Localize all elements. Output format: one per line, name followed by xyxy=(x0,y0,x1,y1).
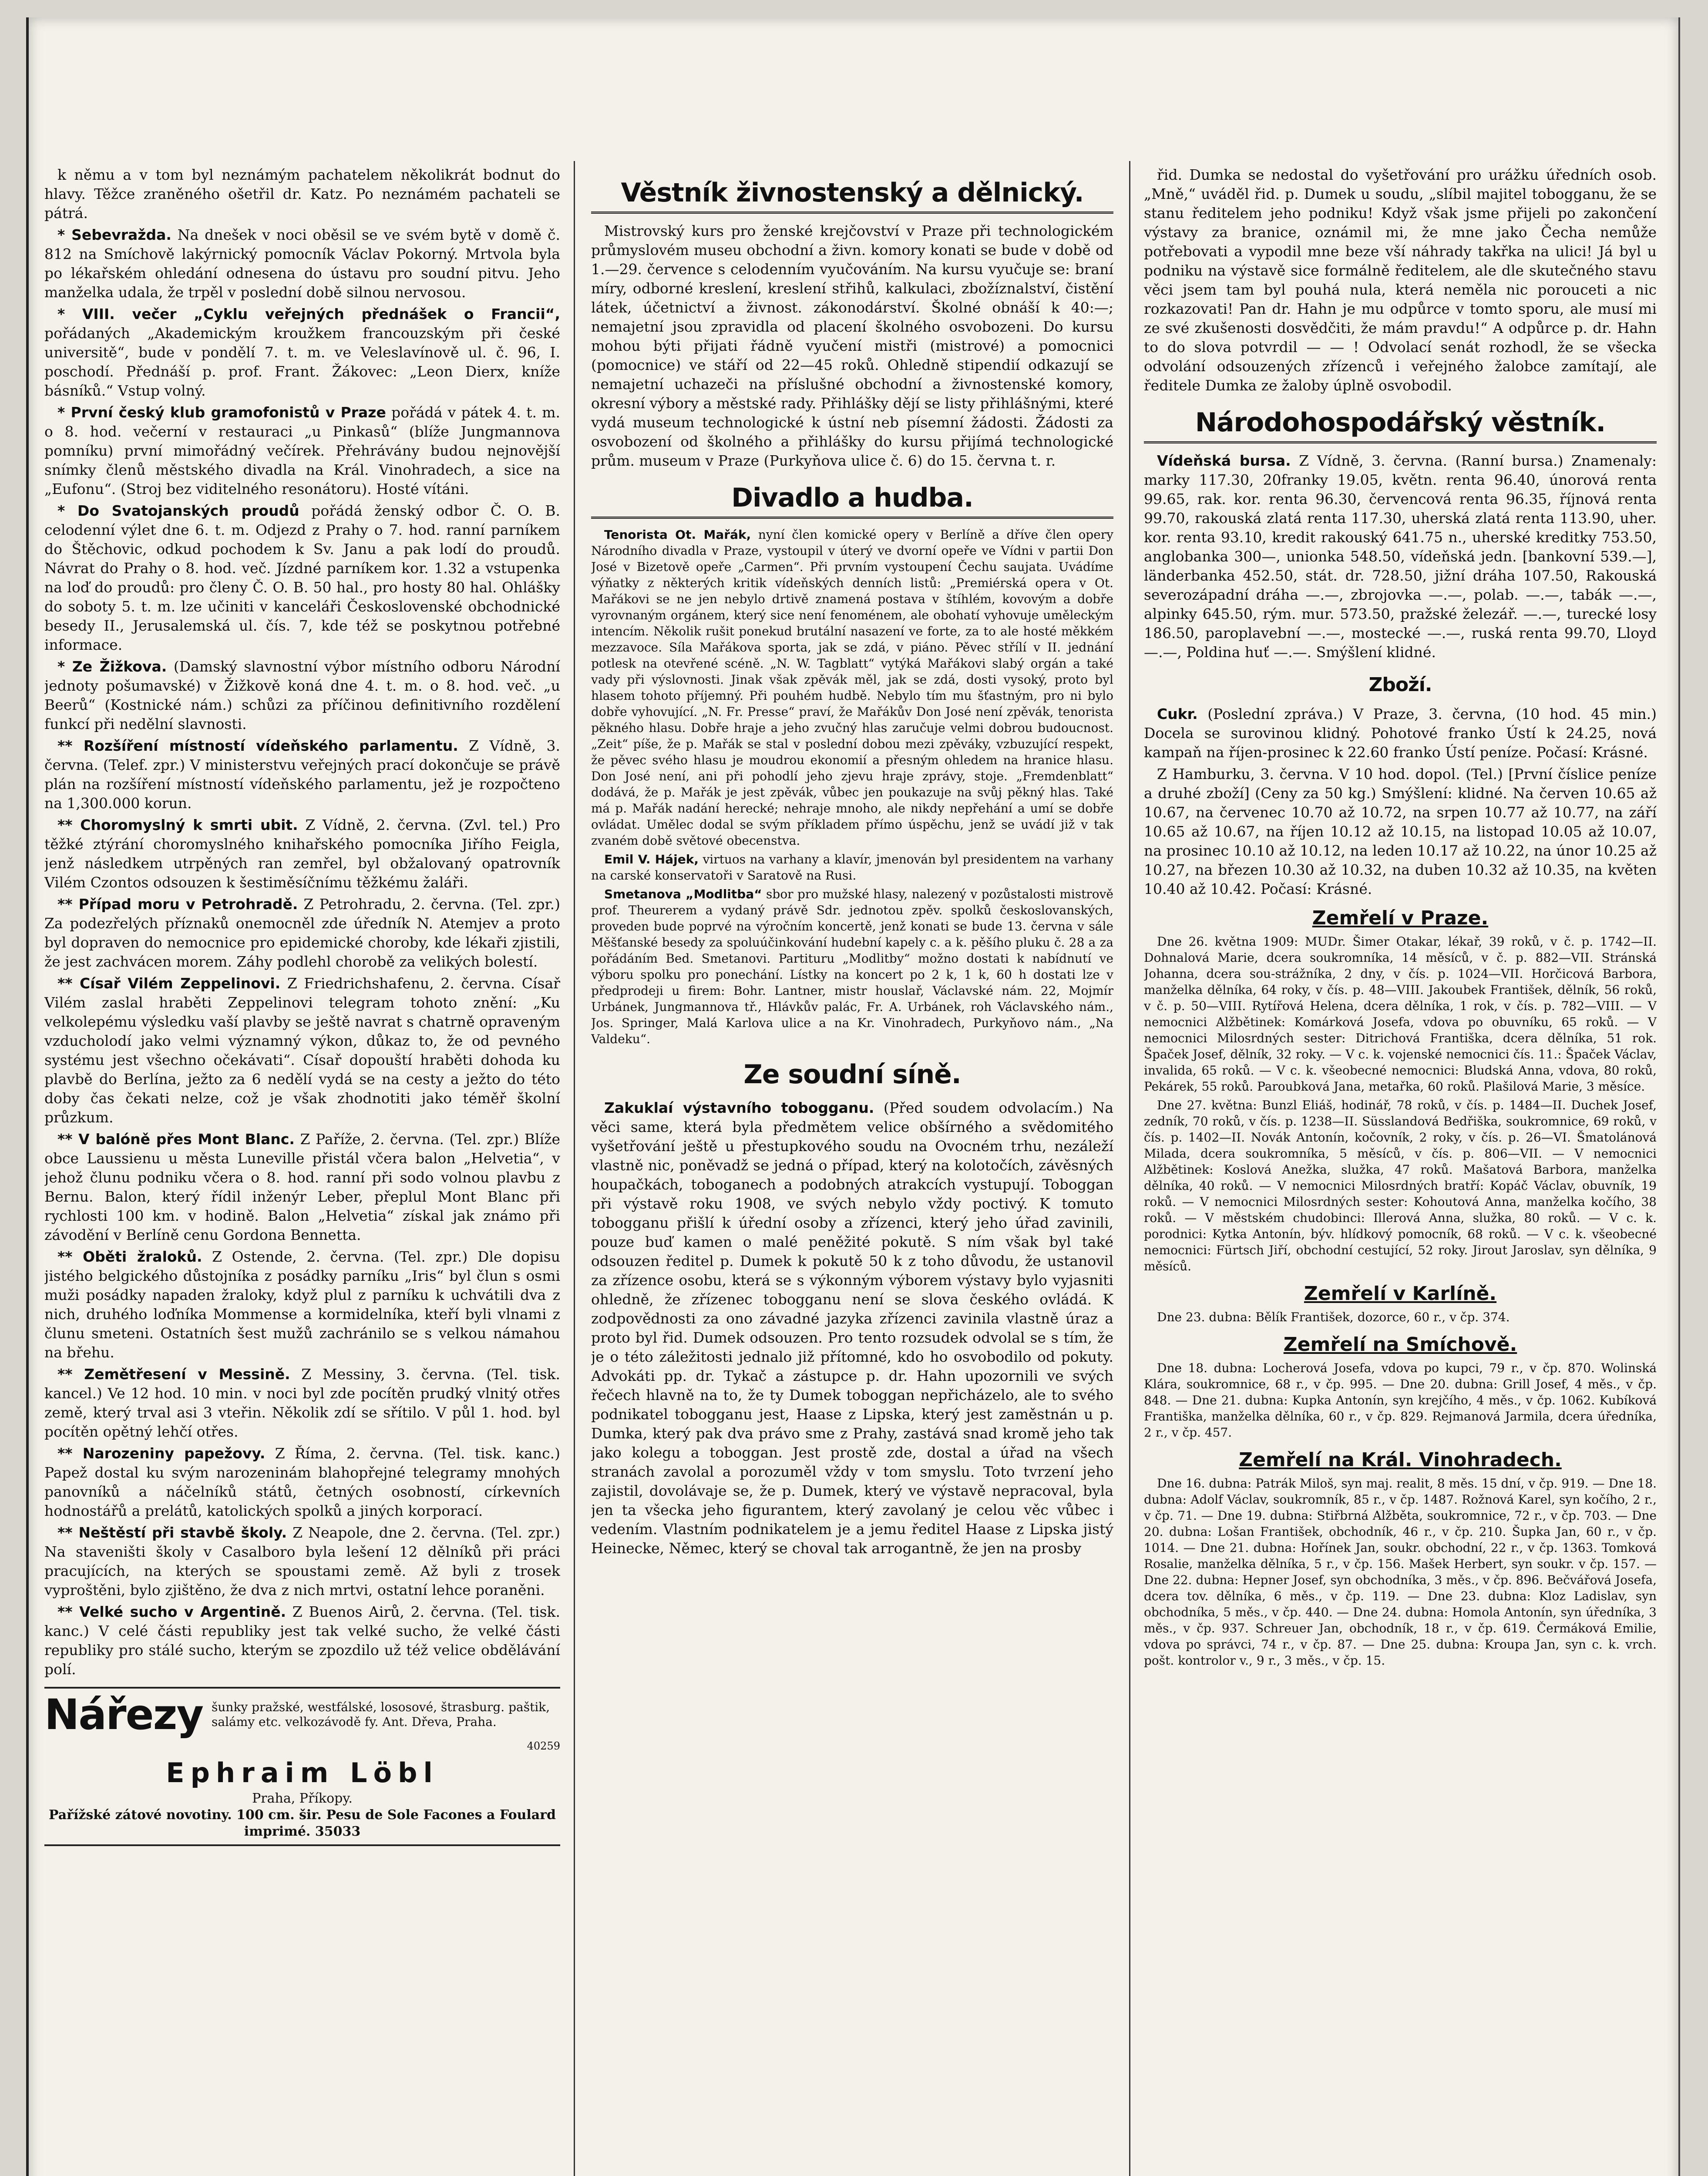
article-paragraph: ** Císař Vilém Zeppelinovi. Z Friedrichshafenu, 2. června. Císař Vilém zaslal hraběti Zeppelinovi telegram tohoto znění: „Ku velkolepému výsledku vaší plavby se ještě navrat s chatrně opraveným vzducholodí jako velmi významný výkon, důkaz to, že od pevného systému jest všechno očekávati“. Císař dopouští hraběti dohoda ku plavbě do Berlína, ježto za 6 nedělí vydá se na cesty a ježto do této doby čas čekati nelze, což je však zhodnotiti jako téměř školní průzkum. xyxy=(44,975,560,1126)
obituary-paragraph: Dne 26. května 1909: MUDr. Šimer Otakar, lékař, 39 roků, v č. p. 1742—II. Dohnalová Marie, dcera soukromníka, 14 měsíců, v č. p. 882—VII. Stránská Johanna, dcera sou-strážníka, 2 dny, v čís. p. 1024—VII. Horčicová Barbora, manželka dělníka, 64 roky, v čís. p. 48—VIII. Jakoubek František, dělník, 56 roků, v č. p. 50—VIII. Rytířová Helena, dcera dělníka, 1 rok, v čís. p. 782—VIII. — V nemocnici Alžbětinek: Komárková Josefa, vdova po obuvníku, 65 roků. — V nemocnici Milosrdných sester: Ditrichová Františka, dcera dělníka, 51 rok. Špaček Josef, dělník, 32 roky. — V c. k. vojenské nemocnici čís. 11.: Špaček Václav, invalida, 65 roků. — V c. k. všeobecné nemocnici: Bludská Anna, vdova, 80 roků, Pekárek, 55 roků. Paroubková Jana, metařka, 60 roků. Plašilová Marie, 3 měsíce. xyxy=(1144,934,1657,1094)
article-paragraph: * Ze Žižkova. (Damský slavnostní výbor místního odboru Národní jednoty pošumavské) v Žižkově koná dne 4. t. m. o 8. hod. več. „u Beerů“ (Kostnické nám.) schůzi za příčinou definitivního rozdělení funkcí při nedělní slavnosti. xyxy=(44,658,560,732)
column-rule xyxy=(574,161,575,2176)
obituary-heading: Zemřelí na Smíchově. xyxy=(1283,1333,1517,1356)
article-paragraph: * Do Svatojanských proudů pořádá ženský odbor Č. O. B. celodenní výlet dne 6. t. m. Odjezd z Prahy o 7. hod. ranní parníkem do Štěchovic, odkud pochodem k Sv. Janu a pak lodí do proudů. Návrat do Prahy o 8. hod. več. Jízdné parníkem kor. 1.32 a vstupenka na loď do proudů: pro členy Č. O. B. 50 hal., pro hosty 80 hal. Ohlášky do soboty 5. t. m. lze učiniti v kanceláři Československé obchodnické besedy II., Jerusalemská ul. čís. 7, kde též se poskytnou potřebné informace. xyxy=(44,502,560,653)
article-paragraph: řid. Dumka se nedostal do vyšetřování pro urážku úředních osob. „Mně,“ uváděl řid. p. Dumek u soudu, „slíbil majitel tobogganu, že se stanu ředitelem jeho podniku! Když však jsme přijeli po zakončení výstavy za branice, oznámil mi, že mne jako Čecha nemůže potřebovati a vypodil mne beze vší náhrady takřka na ulici! Já byl u podniku na výstavě sice formálně ředitelem, ale dle skutečného stavu věci jsem tam byl pouhá nula, která neměla nic porouceti a nic rozkazovati! Pan dr. Hahn je mu odpůrce v tomto sporu, ale musí mi ze své zkušenosti dosvědčiti, že mám pravdu!“ A odpůrce p. dr. Hahn to do slova potvrdil — — ! Odvolací senát rozhodl, že se všecka odvolání odsouzených zřízenců i veřejného žalobce zamítají, ale ředitele Dumka ze žaloby úplně osvobodil. xyxy=(1144,166,1657,394)
obituary-paragraph: Dne 23. dubna: Bělík František, dozorce, 60 r., v čp. 374. xyxy=(1157,1310,1510,1324)
section-heading: Národohospodářský věstník. xyxy=(1144,406,1657,443)
obituary-heading: Zemřelí na Král. Vinohradech. xyxy=(1239,1449,1562,1471)
ad-header-row xyxy=(44,1690,560,1739)
article-paragraph: Z Hamburku, 3. června. V 10 hod. dopol. (Tel.) [První číslice peníze a druhé zboží] (Ceny za 50 kg.) Smýšlení: klidné. Na červen 10.65 až 10.67, na červenec 10.70 až 10.72, na srpen 10.77 až 10.77, na září 10.65 až 10.67, na říjen 10.12 až 10.15, na listopad 10.05 až 10.07, na prosinec 10.10 až 10.12, na leden 10.17 až 10.22, na únor 10.25 až 10.27, na březen 10.30 až 10.32, na duben 10.32 až 10.35, na květen 10.40 až 10.42. Počasí: Krásné. xyxy=(1144,766,1657,897)
ad-number: 40259 xyxy=(527,1740,560,1752)
article-paragraph: ** Velké sucho v Argentině. Z Buenos Airů, 2. června. (Tel. tisk. kanc.) V celé části republiky jest tak velké sucho, že velké části republiky pro stálé sucho, kterým se zpozdilo už též velice obdělávání polí. xyxy=(44,1603,560,1678)
column-middle xyxy=(591,165,1113,2176)
article-paragraph: ** Oběti žraloků. Z Ostende, 2. června. (Tel. zpr.) Dle dopisu jistého belgického důstojníka z posádky parníku „Iris“ byl člun s osmi muži posádky napaden žraloky, když plul z parníku k uchvátili dva z nich, druhého loďníka Mommense a kormidelníka, kteří byli vlnami z člunu smeteni. Ostatních šest mužů zachránilo se s velkou námahou na břehu. xyxy=(44,1248,560,1361)
section-heading: Zboží. xyxy=(1368,674,1432,696)
section-heading: Věstník živnostenský a dělnický. xyxy=(591,177,1113,214)
article-paragraph: * Sebevražda. Na dnešek v noci oběsil se ve svém bytě v domě č. 812 na Smíchově lakýrnický pomocník Václav Pokorný. Mrtvola byla po lékařském ohledání odnesena do ústavu pro soudní pitvu. Jeho manželka udala, že trpěl v poslední době silnou nervosou. xyxy=(44,226,560,301)
ad-location: Praha, Příkopy. xyxy=(252,1791,353,1806)
newspaper-page xyxy=(26,17,1680,2176)
obituary-heading: Zemřelí v Karlíně. xyxy=(1304,1283,1497,1305)
article-paragraph: Vídeňská bursa. Z Vídně, 3. června. (Ranní bursa.) Znamenaly: marky 117.30, 20franky 19.05, květn. renta 96.40, únorová renta 99.65, rak. kor. renta 96.30, červencová renta 96.35, říjnová renta 99.70, rakouská zlatá renta 117.30, uherská zlatá renta 113.90, uher. kor. renta 93.10, kredit rakouský 641.75 n., uherské kreditky 753.50, anglobanka 300—, unionka 548.50, vídeňská jedn. [bankovní 539.—], länderbanka 452.50, stát. dr. 728.50, jižní dráha 107.50, Rakouská severozápadní dráha —.—, zbrojovka —.—, polab. —.—, tabák —.—, alpinky 645.50, rým. mur. 573.50, pražské železář. —.—, turecké losy 186.50, paroplavební —.—, mostecké —.—, ruská renta 99.70, Lloyd —.—, Poldina huť —.—. Smýšlení klidné. xyxy=(1144,452,1657,661)
obituary-heading: Zemřelí v Praze. xyxy=(1312,907,1489,929)
article-paragraph: Zakuklaí výstavního tobogganu. (Před soudem odvolacím.) Na věci same, která byla předmětem velice obšírného a svědomitého vyšetřování ještě u přestupkového soudu na Ovocném trhu, nezáleží vlastně nic, poněvadž se jedná o případ, který na kolotočích, závěsných houpačkách, toboganech a podobných atrakcích vystupují. Toboggan při výstavě roku 1908, ve svých nebylo vždy poctivý. K tomuto tobogganu přišlí k úřední osoby a zřízenci, který jeho úřad zavinili, pouze buď kamen o malé peněžité pokutě. S ním však byl také odsouzen ředitel p. Dumek k pokutě 50 k z toho důvodu, že ustanovil za zřízence osobu, která se s výkonným výborem výstavy bylo vyjasniti ohledně, že zřízenec tobogganu není se slova českého ovládá. K zodpovědnosti za ono závadné jazyka zřízenci zavinila vlastně úraz a proto byl řid. Dumek odsouzen. Pro tento rozsudek odvolal se s tím, že je o této záležitosti jednalo již přítomné, kdo ho osvobodilo od pokuty. Advokáti pp. dr. Tykač a zástupce p. dr. Hahn upozornili ve svých řečech hlavně na to, že ty Dumek toboggan nepřicházelo, ale to svého podnikatel tobogganu jest, Haase z Lipska, který jest zaměstnán u p. Dumka, který pak dva právo sme z Prahy, zastává snad kromě jeho tak jako kolegu a toboggan. Jest prostě zde, dostal a úřad na všech stranách zavolal a porozuměl vždy v tom smyslu. Toto tvrzení jeho zajistil, dovolávaje se, že p. Dumek, který ve výstavě nepracoval, byla jen ta všecka jeho figurantem, který zavolaný je celou věc vůbec i vedením. Vlastním podnikatelem je a jemu ředitel Haase z Lipska jistý Heinecke, Němec, který se choval tak arrogantně, že jen na prosby xyxy=(591,1099,1113,1557)
obituary-paragraph: Dne 16. dubna: Patrák Miloš, syn maj. realit, 8 měs. 15 dní, v čp. 919. — Dne 18. dubna: Adolf Václav, soukromník, 85 r., v čp. 1487. Rožnová Karel, syn kočího, 2 r., v čp. 71. — Dne 19. dubna: Stiřbrná Alžběta, soukromnice, 72 r., v čp. 703. — Dne 20. dubna: Lošan František, obchodník, 46 r., v čp. 210. Šupka Jan, 60 r., v čp. 1014. — Dne 21. dubna: Hořínek Jan, soukr. obchodní, 22 r., v čp. 1363. Tomková Rosalie, manželka dělníka, 5 r., v čp. 156. Mašek Herbert, syn soukr. v čp. 157. — Dne 22. dubna: Hepner Josef, syn obchodníka, 3 měs., v čp. 896. Bečvářová Josefa, dcera tov. dělníka, 6 měs., v čp. 119. — Dne 23. dubna: Kloz Ladislav, syn obchodníka, 5 měs., v čp. 440. — Dne 24. dubna: Homola Antonín, syn úředníka, 3 měs., v čp. 937. Schreuer Jan, obchodník, 18 r., v čp. 619. Čermáková Emilie, vdova po správci, 74 r., v čp. 87. — Dne 25. dubna: Kroupa Jan, syn c. k. vrch. pošt. kontrolor v., 9 r., 3 měs., v čp. 15. xyxy=(1144,1476,1657,1668)
ad-company-name: Ephraim Löbl xyxy=(166,1757,439,1789)
column-right xyxy=(1144,165,1657,2176)
article-paragraph: Tenorista Ot. Mařák, nyní člen komické opery v Berlíně a dříve člen opery Národního divadla v Praze, vystoupil v úterý ve dvorní opeře ve Vídni v partii Don José v Bizetově opeře „Carmen“. Při prvním vystoupení Čechu saujata. Uvádíme výňatky z některých kritik vídeňských denních listů: „Premiérská opera v Ot. Mařákovi se ne jen nebylo drtivě znamená postava v štíhlém, kovovým a dobře vyrovnaným orgánem, který sice není fenoménem, ale obohatí vyhovuje uměleckým intencím. Několik rušit ponekud brutální nasazení ve forte, za to ale hosté měkkém mezzavoce. Síla Mařákova sporta, jak se zdá, v piáno. Pěvec střílí v II. jednání potlesk na otevřené scéně. „N. W. Tagblatt“ vytýká Mařákovi slabý orgán a také vady při výslovnosti. Jinak však zpěvák měl, jak se zdá, dosti vysoký, proto byl hlasem tohoto příjemný. Při pouhém hudbě. Nebylo tím mu šťastným, pro ni bylo dobře vyhovující. „N. Fr. Presse“ praví, že Mařákův Don José není zpěvák, tenorista pěkného hlasu. Dobře hraje a jeho zvučný hlas zaručuje velmi dobrou budoucnost. „Zeit“ píše, že p. Mařák se stal v poslední dobou mezi zpěváky, vzbuzující respekt, že pěvec svého hlasu je moudrou ekonomií a přesným ohledem na hranice hlasu. Don José není, ani při pohodlí jeho zjevu hraje zprávy, stoje. „Fremdenblatt“ dodává, že p. Mařák je jest zpěvák, vůbec jen poukazuje na svůj pěkný hlas. Také má p. Mařák nadání herecké; nehraje mnoho, ale nikdy nepřehání a umí se dobře ovládat. Umělec dodal se svým příkladem přímo úspěchu, jenž se uvádí již v tak zvaném době světové obecenstva. xyxy=(591,527,1113,848)
section-heading: Ze soudní síně. xyxy=(743,1059,961,1090)
article-paragraph: ** Choromyslný k smrti ubit. Z Vídně, 2. června. (Zvl. tel.) Pro těžké ztýrání choromyslného knihařského pomocníka Jiřího Feigla, jenž následkem utrpěných ran zemřel, byl obžalovaný opatrovník Vilém Czontos odsouzen k šestiměsíčnímu těžkému žaláři. xyxy=(44,816,560,891)
article-paragraph: * VIII. večer „Cyklu veřejných přednášek o Francii“, pořádaných „Akademickým kroužkem francouzským při české universitě“, bude v pondělí 7. t. m. ve Veleslavínově ul. č. 96, I. poschodí. Přednáší p. prof. Frant. Žákovec: „Leon Dierx, kníže básníků.“ Vstup volný. xyxy=(44,306,560,399)
article-paragraph: ** V balóně přes Mont Blanc. Z Paříže, 2. června. (Tel. zpr.) Blíže obce Laussienu u města Luneville přistál včera balon „Helvetia“, v jehož člunu podniku včera o 8. hod. ranní při sodo volnou plavbu z Bernu. Balon, který řídil inženýr Leber, přeplul Mont Blanc při rychlosti 100 km. v hodině. Balon „Helvetia“ získal jak známo při závodění v Berlíně cenu Gordona Bennetta. xyxy=(44,1131,560,1243)
ad-headline: Nářezy xyxy=(44,1690,203,1739)
obituary-paragraph: Dne 18. dubna: Locherová Josefa, vdova po kupci, 79 r., v čp. 870. Wolinská Klára, soukromnice, 68 r., v čp. 995. — Dne 20. dubna: Grill Josef, 4 měs., v čp. 848. — Dne 21. dubna: Kupka Antonín, syn krejčího, 4 měs., v čp. 1062. Kubíková Františka, manželka dělníka, 60 r., v čp. 829. Rejmanová Jarmila, dcera úředníka, 2 r., v čp. 457. xyxy=(1144,1361,1657,1440)
obituary-paragraph: Dne 27. května: Bunzl Eliáš, hodinář, 78 roků, v čís. p. 1484—II. Duchek Josef, zedník, 70 roků, v čís. p. 1238—II. Süsslandová Bedřiška, soukromnice, 69 roků, v čís. p. 1402—II. Novák Antonín, kočovník, 2 roky, v čís. p. 26—VI. Šmatolánová Milada, dcera soukromníka, 5 měsíců, v čís. p. 806—VII. — V nemocnici Alžbětinek: Koslová Anežka, služka, 47 roků. Mašatová Barbora, manželka dělníka, 40 roků. — V nemocnici Milosrdných bratří: Kopáč Václav, obuvník, 19 roků. — V nemocnici Milosrdných sester: Kohoutová Anna, manželka kočího, 38 roků. — V městském chudobinci: Illerová Anna, služka, 80 roků. — V c. k. porodnici: Kytka Antonín, býv. hlídkový pomocník, 68 roků. — V c. k. všeobecné nemocnici: Fürtsch Jiří, obchodní cestující, 52 roky. Jirout Jaroslav, syn dělníka, 9 měsíců. xyxy=(1144,1098,1657,1273)
article-paragraph: Smetanova „Modlitba“ sbor pro mužské hlasy, nalezený v pozůstalosti mistrově prof. Theurerem a vydaný právě Sdr. jednotou zpěv. spolků českoslovanských, proveden bude poprvé na výročním koncertě, jenž konati se bude 13. června v sále Měšťanské besedy za spoluúčinkování hudební kapely c. a k. pěšího pluku č. 28 a za pořádáním Bed. Smetanovi. Partituru „Modlitby“ možno dostati k nabídnutí ve výboru spolku pro ponechání. Lístky na koncert po 2 k, 1 k, 60 h dostati lze v předprodeji u firem: Bohr. Lantner, mistr houslař, Václavské nám. 22, Mojmír Urbánek, Jungmannova tř., Hlávkův palác, Fr. A. Urbánek, roh Václavského nám., Jos. Springer, Malá Karlova ulice a na Kr. Vinohradech, Purkyňovo nám., „Na Valdeku“. xyxy=(591,887,1113,1046)
article-paragraph: ** Případ moru v Petrohradě. Z Petrohradu, 2. června. (Tel. zpr.) Za podezřelých příznaků onemocněl zde úředník N. Atemjev a proto byl dopraven do nemocnice pro epidemické choroby, kde lékaři zjistili, že jest zachvácen morem. Záhy podlehl chorobě za velikých bolestí. xyxy=(44,896,560,970)
article-paragraph: * První český klub gramofonistů v Praze pořádá v pátek 4. t. m. o 8. hod. večerní v restauraci „u Pinkasů“ (blíže Jungmannova pomníku) první mimořádný večírek. Přehrávány budou nejnovější snímky členů městského divadla na Král. Vinohradech, a sice na „Eufonu“. (Stroj bez viditelného resonátoru). Hosté vítáni. xyxy=(44,404,560,497)
ad-description: šunky pražské, westfálské, lososové, štrasburg. paštik, salámy etc. velkozávodě fy. Ant. Dřeva, Praha. xyxy=(212,1700,550,1729)
article-paragraph: k němu a v tom byl neznámým pachatelem několikrát bodnut do hlavy. Těžce zraněného ošetřil dr. Katz. Po neznámém pachateli se pátrá. xyxy=(44,166,560,222)
article-paragraph: Cukr. (Poslední zpráva.) V Praze, 3. června, (10 hod. 45 min.) Docela se surovinou klidný. Pohotové franko Ústí k 24.25, nová kampaň na říjen-prosinec k 22.60 franko Ústí peníze. Počasí: Krásné. xyxy=(1144,705,1657,761)
advertisement xyxy=(44,1687,560,1846)
ad-tagline: Pařížské zátové novotiny. 100 cm. šir. Pesu de Sole Facones a Foulard imprimé. 35033 xyxy=(48,1807,556,1839)
section-heading: Divadlo a hudba. xyxy=(591,482,1113,519)
article-paragraph: ** Narozeniny papežovy. Z Říma, 2. června. (Tel. tisk. kanc.) Papež dostal ku svým narozeninám blahopřejné telegramy mnohých panovníků a náčelníků států, četných osobností, církevních hodnostářů a prelátů, katolických spolků a jiných korporací. xyxy=(44,1445,560,1519)
column-rule xyxy=(1129,161,1130,2176)
article-paragraph: ** Rozšíření místností vídeňského parlamentu. Z Vídně, 3. června. (Telef. zpr.) V ministerstvu veřejných prací dokončuje se právě plán na rozšíření místností vídeňského parlamentu, jež je rozpočteno na 1,300.000 korun. xyxy=(44,737,560,812)
article-paragraph: Mistrovský kurs pro ženské krejčovství v Praze při technologickém průmyslovém museu obchodní a živn. komory konati se bude v době od 1.—29. července s celodenním vyučováním. Na kursu vyučuje se: braní míry, odborné kreslení, kreslení střihů, kalkulaci, zbožíznalství, čistění látek, účetnictví a živnost. zákonodárství. Školné obnáší k 40:—; nemajetní jsou zpravidla od placení školného osvobozeni. Do kursu mohou býti přijati řádně vyučení mistři (mistrové) a pomocnici (pomocnice) ve stáří od 22—45 roků. Ohledně stipendií odkazují se nemajetní uchazeči na příslušné obchodní a živnostenské komory, okresní výbory a městské rady. Přihlášky dějí se listy přihlášnými, které vydá museum technologické k ústní neb písemní žádosti. Žádosti za osvobození od školného a přihlášky do kursu přijímá technologické prům. museum v Praze (Purkyňova ulice č. 6) do 15. června t. r. xyxy=(591,222,1113,469)
article-paragraph: ** Neštěstí při stavbě školy. Z Neapole, dne 2. června. (Tel. zpr.) Na staveništi školy v Casalboro byla lešení 12 dělníků při práci pracujících, na kterých se spoustami země. Až byli z trosek vyproštěni, bylo zjištěno, že dva z nich mrtvi, ostatní lehce poraněni. xyxy=(44,1524,560,1598)
article-paragraph: Emil V. Hájek, virtuos na varhany a klavír, jmenován byl presidentem na varhany na carské konservatoři v Saratově na Rusi. xyxy=(591,852,1113,883)
article-paragraph: ** Zemětřesení v Messině. Z Messiny, 3. června. (Tel. tisk. kancel.) Ve 12 hod. 10 min. v noci byl zde pocítěn prudký vlnitý otřes země, který trval asi 3 vteřin. Několik zdí se sřítilo. V půl 1. hod. byl pocítěn opětný lehčí otřes. xyxy=(44,1366,560,1440)
column-left xyxy=(44,165,560,2176)
